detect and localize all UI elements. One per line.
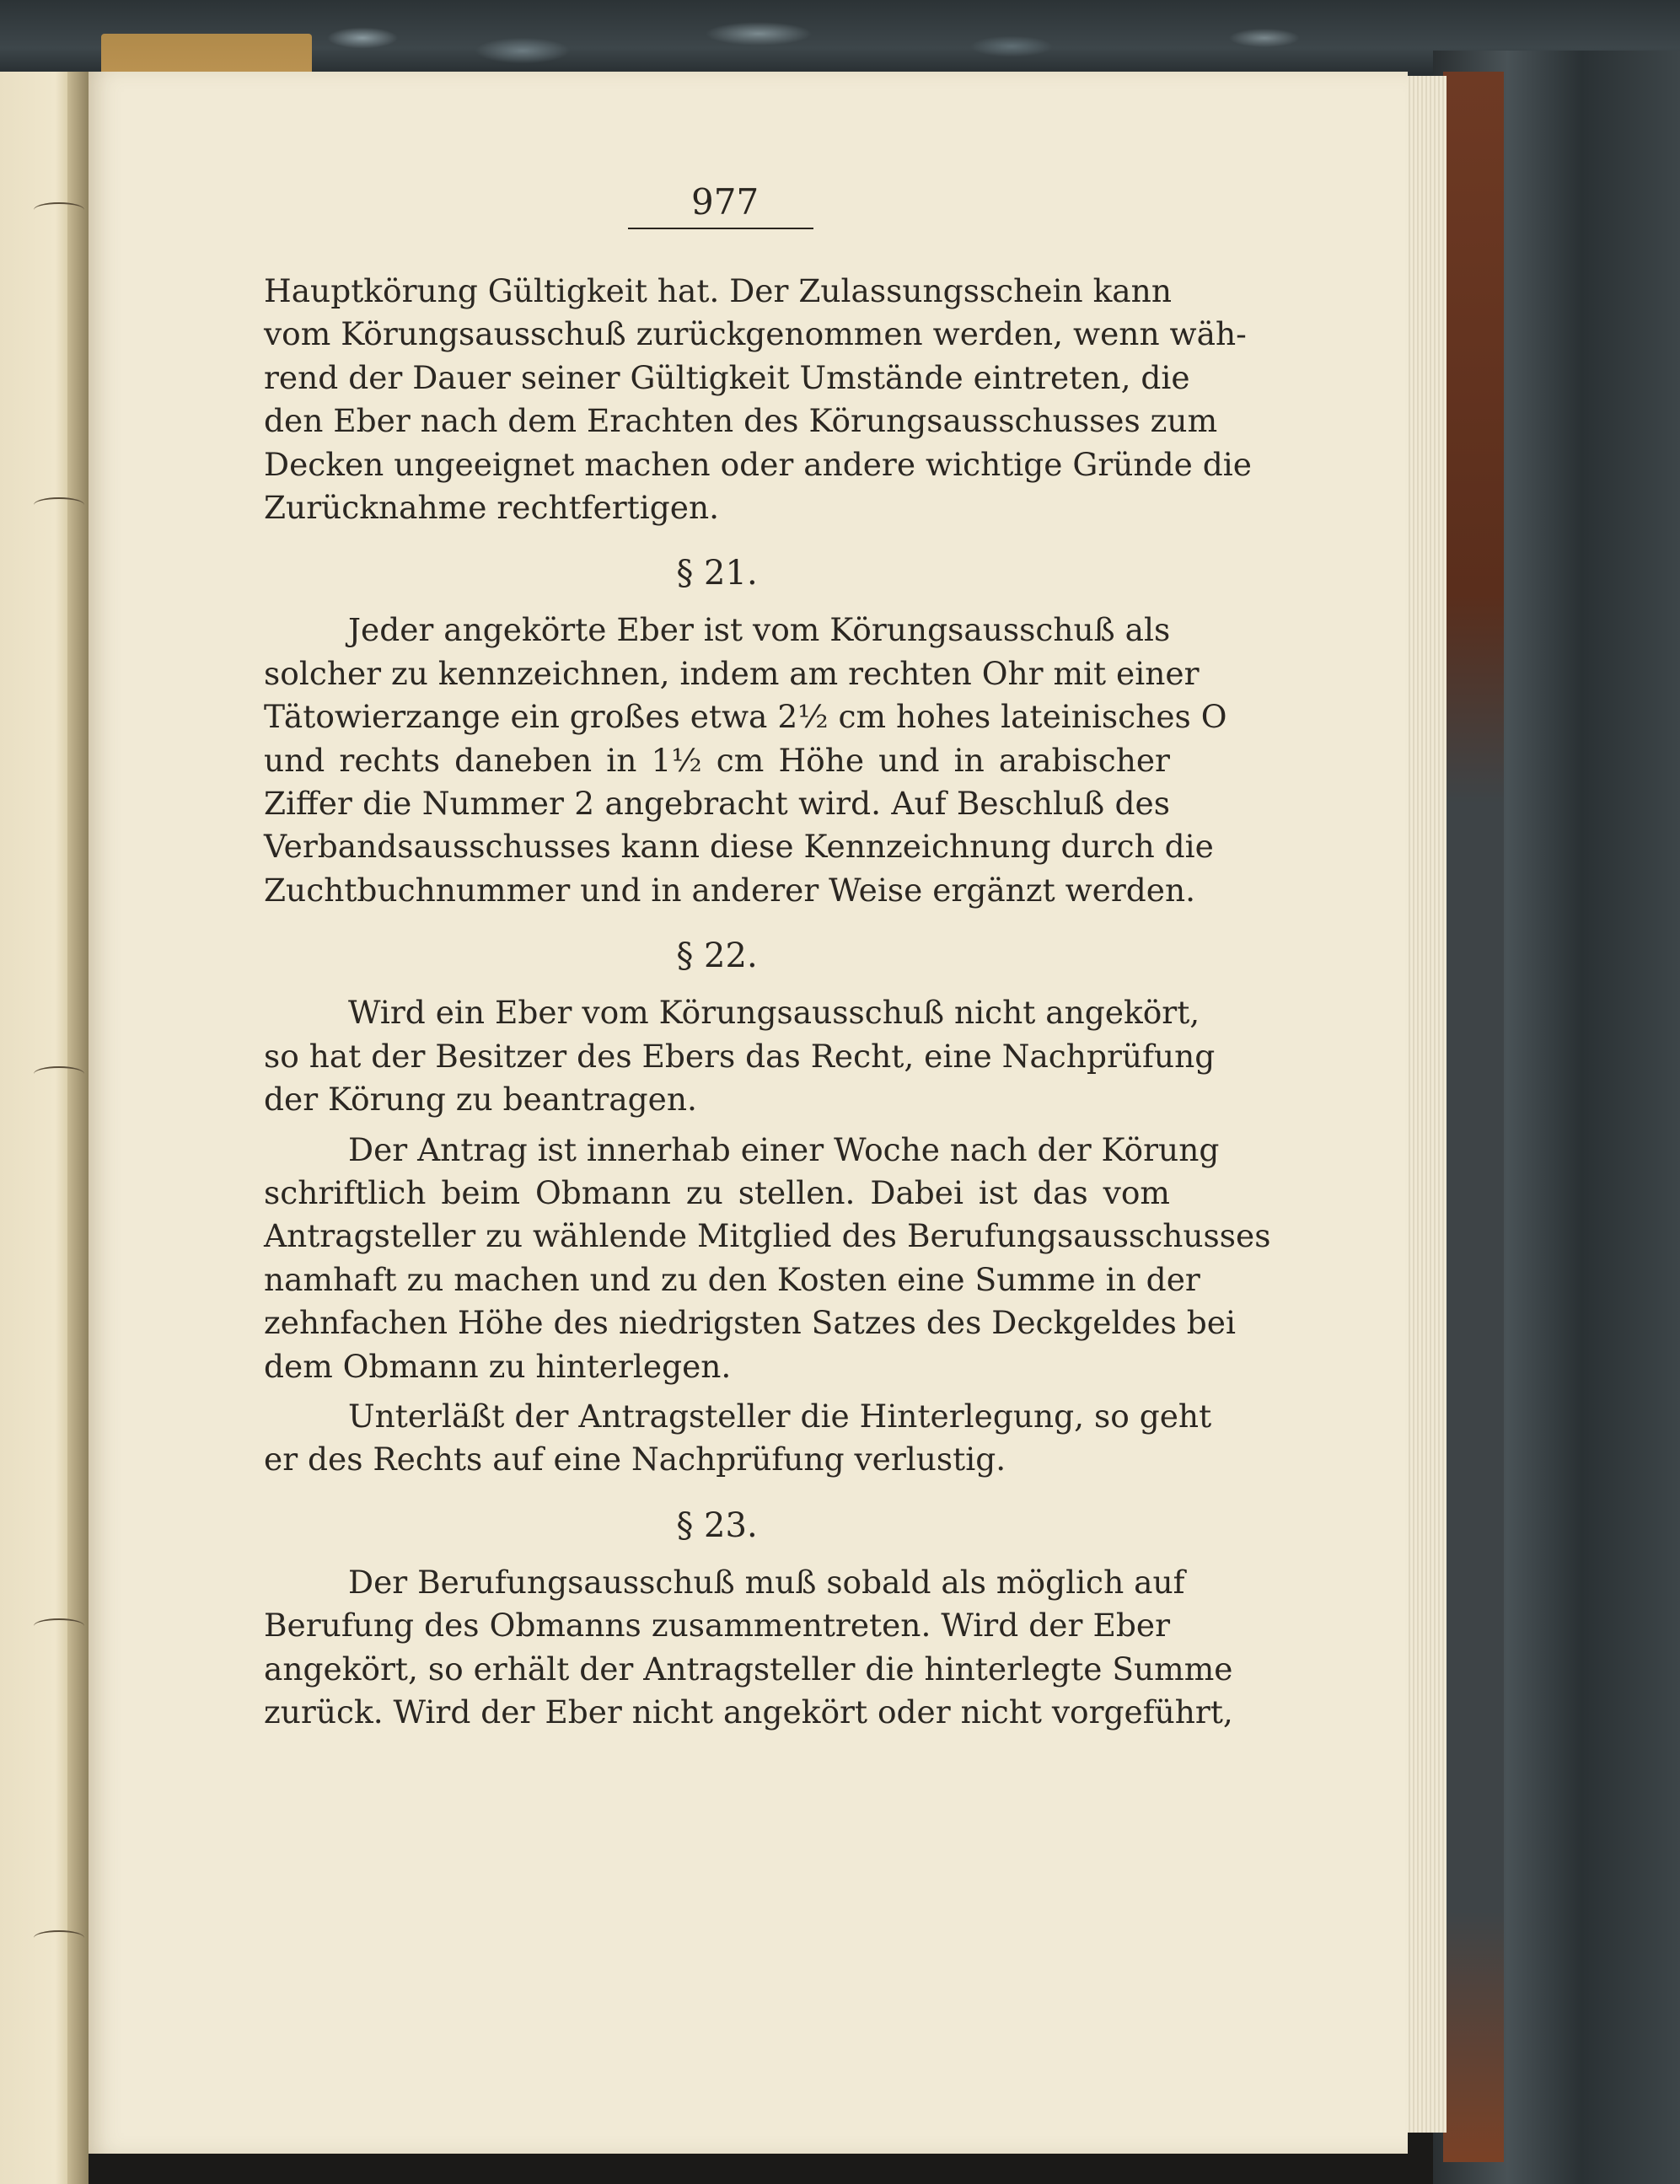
binding-stitch	[34, 202, 84, 217]
text-line: und rechts daneben in 1½ cm Höhe und in arabischer	[264, 741, 1170, 779]
text-line: namhaft zu machen und zu den Kosten eine Summe in der	[264, 1260, 1200, 1298]
text-line: der Körung zu beantragen.	[264, 1081, 697, 1119]
text-line: Hauptkörung Gültigkeit hat. Der Zulassungsschein kann	[264, 272, 1172, 309]
binding-stitch	[34, 1930, 84, 1945]
text-line: Zurücknahme rechtfertigen.	[264, 489, 720, 527]
binding-stitch	[34, 1618, 84, 1634]
text-line: Zuchtbuchnummer und in anderer Weise ergänzt werden.	[264, 871, 1196, 909]
cover-leather-corner	[1443, 72, 1504, 2162]
text-line: so hat der Besitzer des Ebers das Recht, eine Nachprüfung	[264, 1037, 1216, 1075]
text-line: zurück. Wird der Eber nicht angekört oder nicht vorgeführt,	[264, 1693, 1233, 1731]
text-line: solcher zu kennzeichnen, indem am rechten Ohr mit einer	[264, 654, 1200, 692]
text-line: schriftlich beim Obmann zu stellen. Dabei ist das vom	[264, 1173, 1170, 1211]
paragraph	[264, 1395, 1212, 1482]
text-line: Unterläßt der Antragsteller die Hinterlegung, so geht	[348, 1397, 1212, 1435]
page-edges	[1406, 76, 1447, 2133]
header-rule	[628, 228, 813, 229]
facing-page-left	[0, 72, 69, 2184]
text-line: dem Obmann zu hinterlegen.	[264, 1347, 732, 1385]
page-body	[264, 270, 1271, 1741]
text-line: angekört, so erhält der Antragsteller die hinterlegte Summe	[264, 1650, 1233, 1688]
section-heading: § 22.	[676, 936, 758, 976]
text-line: zehnfachen Höhe des niedrigsten Satzes des Deckgeldes bei	[264, 1304, 1236, 1342]
paragraph	[264, 609, 1227, 912]
paragraph	[264, 991, 1216, 1121]
text-line: Ziffer die Nummer 2 angebracht wird. Auf Beschluß des	[264, 785, 1170, 823]
text-line: Tätowierzange ein großes etwa 2½ cm hohes lateinisches O	[264, 698, 1227, 736]
text-line: Berufung des Obmanns zusammentreten. Wird der Eber	[264, 1607, 1170, 1645]
paragraph	[264, 1561, 1233, 1735]
text-line: Verbandsausschusses kann diese Kennzeichnung durch die	[264, 828, 1214, 866]
text-line: Decken ungeeignet machen oder andere wichtige Gründe die	[264, 445, 1252, 483]
binding-stitch	[34, 1066, 84, 1081]
text-line: Jeder angekörte Eber ist vom Körungsausschuß als	[348, 611, 1171, 649]
text-line: Der Antrag ist innerhab einer Woche nach der Körung	[348, 1130, 1220, 1168]
binding-stitch	[34, 497, 84, 512]
book-gutter	[67, 72, 89, 2184]
paragraph	[264, 270, 1252, 529]
text-line: Antragsteller zu wählende Mitglied des Berufungsausschusses	[264, 1217, 1271, 1255]
paragraph	[264, 1129, 1271, 1388]
text-line: vom Körungsausschuß zurückgenommen werden, wenn wäh-	[264, 315, 1247, 353]
section-heading: § 21.	[676, 554, 758, 593]
text-line: Der Berufungsausschuß muß sobald als möglich auf	[348, 1563, 1185, 1601]
text-line: Wird ein Eber vom Körungsausschuß nicht angekört,	[348, 994, 1200, 1032]
page-number: 977	[691, 181, 759, 223]
text-line: er des Rechts auf eine Nachprüfung verlustig.	[264, 1441, 1006, 1478]
text-line: den Eber nach dem Erachten des Körungsausschusses zum	[264, 402, 1218, 440]
section-heading: § 23.	[676, 1505, 758, 1545]
text-line: rend der Dauer seiner Gültigkeit Umstände eintreten, die	[264, 358, 1190, 396]
